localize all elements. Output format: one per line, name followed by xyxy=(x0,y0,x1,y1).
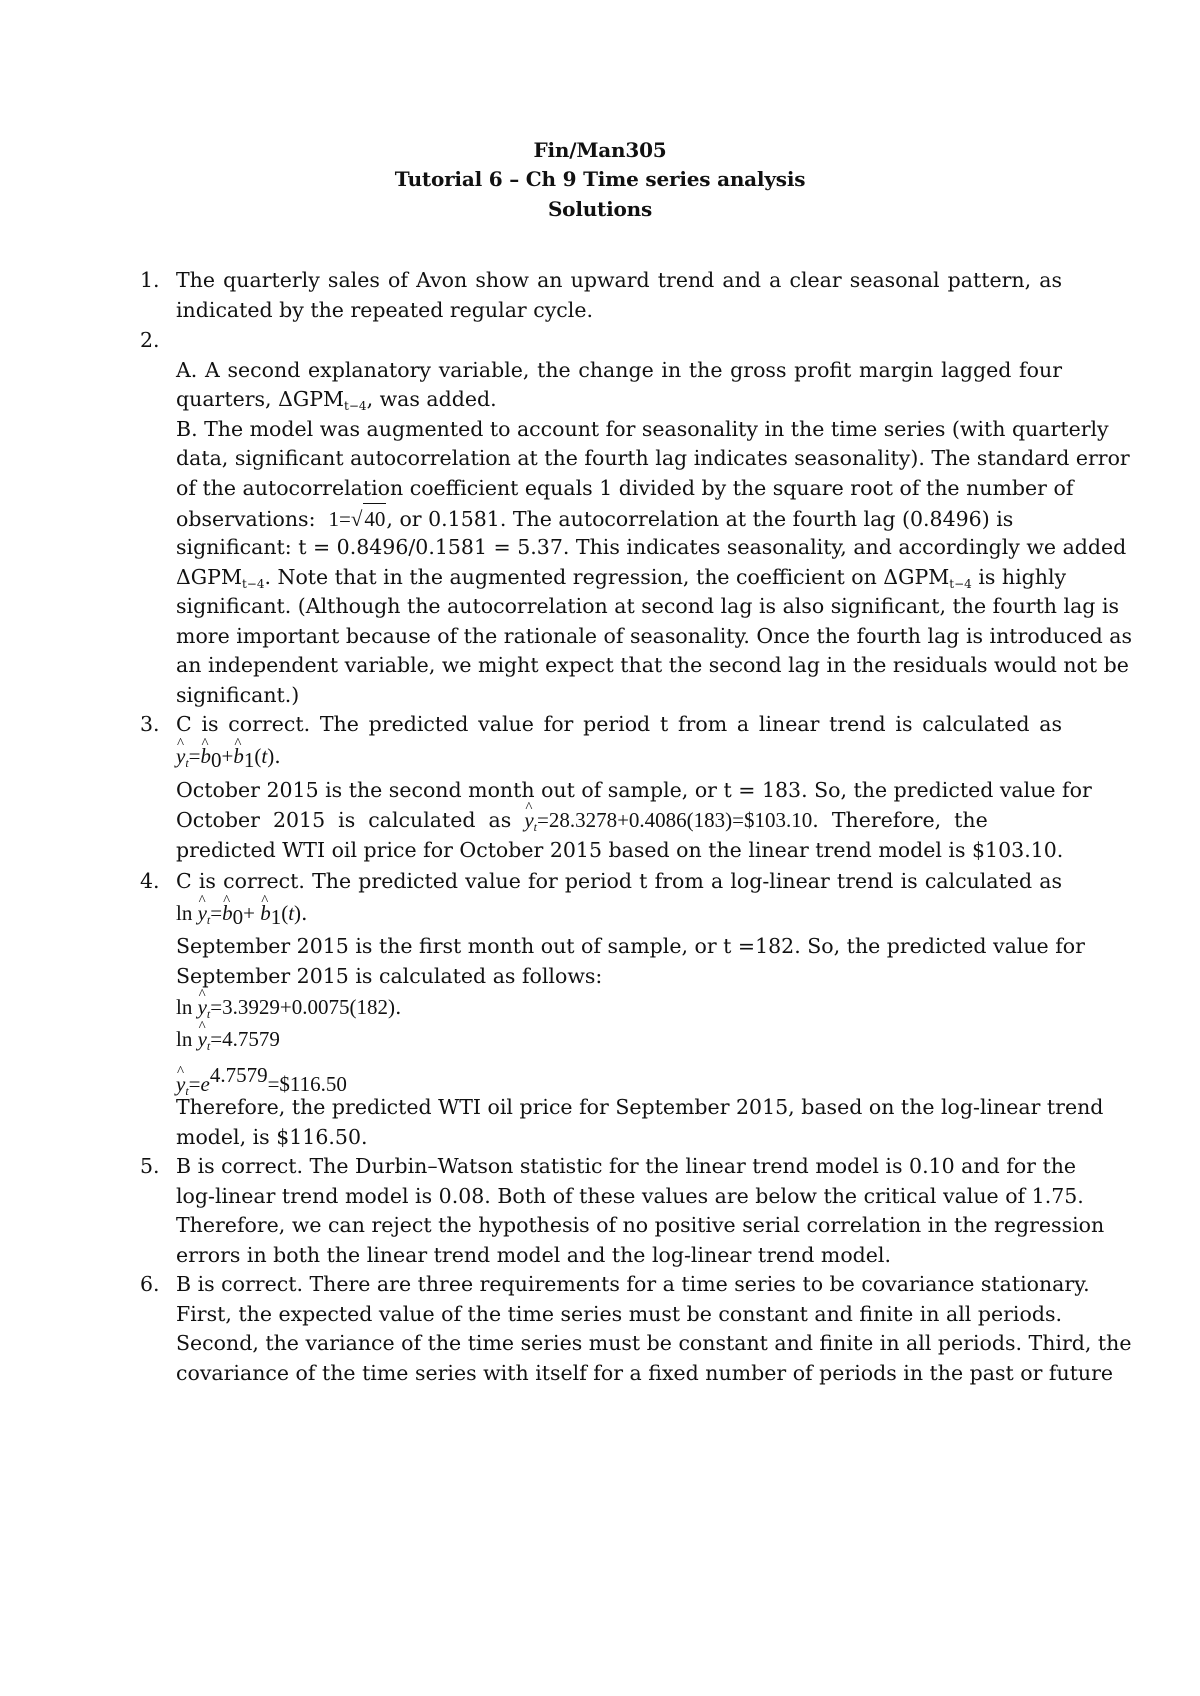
text-line: model, is $116.50. xyxy=(176,1125,368,1149)
course-code: Fin/Man305 xyxy=(533,138,667,162)
formula-line: ln ^ $y_t=3.3929+0.0075(182)$. xyxy=(176,992,1062,1029)
text-line: B is correct. The Durbin–Watson statistic for the linear trend model is 0.10 and for the xyxy=(176,1154,1077,1178)
item-number: 6. xyxy=(140,1272,160,1296)
formula-line: ^ $y_t=e^{4.7579}=\$116.50$ xyxy=(176,1060,1062,1106)
text-line: predicted WTI oil price for October 2015 based on the linear trend model is $103.10. xyxy=(176,838,1064,862)
text-line: observations: 1=√40, or 0.1581. The autocorrelation at the fourth lag (0.8496) is xyxy=(176,503,1062,534)
text-line: A. A second explanatory variable, the change in the gross profit margin lagged four xyxy=(176,358,1062,382)
text-line: B is correct. There are three requirements for a time series to be covariance stationary. xyxy=(176,1272,1090,1296)
text-line: significant.) xyxy=(176,683,300,707)
text-line: The quarterly sales of Avon show an upward trend and a clear seasonal pattern, as xyxy=(176,268,1062,292)
text-line: significant: t = 0.8496/0.1581 = 5.37. This indicates seasonality, and accordingly we added xyxy=(176,535,1127,559)
text-line: significant. (Although the autocorrelation at second lag is also significant, the fourth lag is xyxy=(176,594,1120,618)
text-line: Therefore, the predicted WTI oil price for September 2015, based on the log-linear trend xyxy=(176,1095,1104,1119)
item-number: 4. xyxy=(140,869,160,893)
text-line: C is correct. The predicted value for period t from a log-linear trend is calculated as xyxy=(176,869,1062,893)
text-line: indicated by the repeated regular cycle. xyxy=(176,298,593,322)
text-line: of the autocorrelation coefficient equals 1 divided by the square root of the number of xyxy=(176,476,1074,500)
subtitle: Solutions xyxy=(547,197,653,221)
text-line: $\Delta GPM_{t-4}$. Note that in the augmented regression, the coefficient on $\Delta GPM_{t-4}$ is highly xyxy=(176,565,1067,591)
item-number: 2. xyxy=(140,328,160,352)
log-linear-trend-formula: ln ^ $y_t=\^{}$ $b_0+$ ^ $b_1(t)$. xyxy=(176,898,1062,935)
text-line: September 2015 is the first month out of sample, or t =182. So, the predicted value for xyxy=(176,934,1085,958)
text-line: more important because of the rationale of seasonality. Once the fourth lag is introduced as xyxy=(176,624,1132,648)
item-number: 5. xyxy=(140,1154,160,1178)
text-line: October 2015 is calculated as ^ $y_t=28.3278+0.4086(183)=\$103.10$. Therefore, the xyxy=(176,805,1062,842)
formula-line: ln ^ $y_t=4.7579$ xyxy=(176,1024,1062,1061)
item-number: 1. xyxy=(140,268,160,292)
text-line: quarters, $\Delta GPM_{t-4}$, was added. xyxy=(176,387,497,413)
item-number: 3. xyxy=(140,712,160,736)
text-line: data, significant autocorrelation at the fourth lag indicates seasonality). The standard error xyxy=(176,446,1130,470)
text-line: First, the expected value of the time series must be constant and finite in all periods. xyxy=(176,1302,1062,1326)
text-line: Therefore, we can reject the hypothesis of no positive serial correlation in the regression xyxy=(176,1213,1105,1237)
tutorial-title: Tutorial 6 – Ch 9 Time series analysis xyxy=(394,167,806,191)
text-line: Second, the variance of the time series must be constant and finite in all periods. Third, the xyxy=(176,1331,1132,1355)
text-line: an independent variable, we might expect that the second lag in the residuals would not be xyxy=(176,653,1129,677)
text-line: C is correct. The predicted value for period t from a linear trend is calculated as xyxy=(176,712,1062,736)
linear-trend-formula: ^ $y_t=\^{}$ $b_0+\^{}$ $b_1(t)$. xyxy=(176,741,1062,778)
text-line: errors in both the linear trend model and the log-linear trend model. xyxy=(176,1243,892,1267)
text-line: B. The model was augmented to account for seasonality in the time series (with quarterly xyxy=(176,417,1109,441)
text-line: October 2015 is the second month out of sample, or t = 183. So, the predicted value for xyxy=(176,778,1092,802)
text-line: log-linear trend model is 0.08. Both of these values are below the critical value of 1.75. xyxy=(176,1184,1084,1208)
text-line: covariance of the time series with itself for a fixed number of periods in the past or future xyxy=(176,1361,1114,1385)
text-line: September 2015 is calculated as follows: xyxy=(176,964,603,988)
